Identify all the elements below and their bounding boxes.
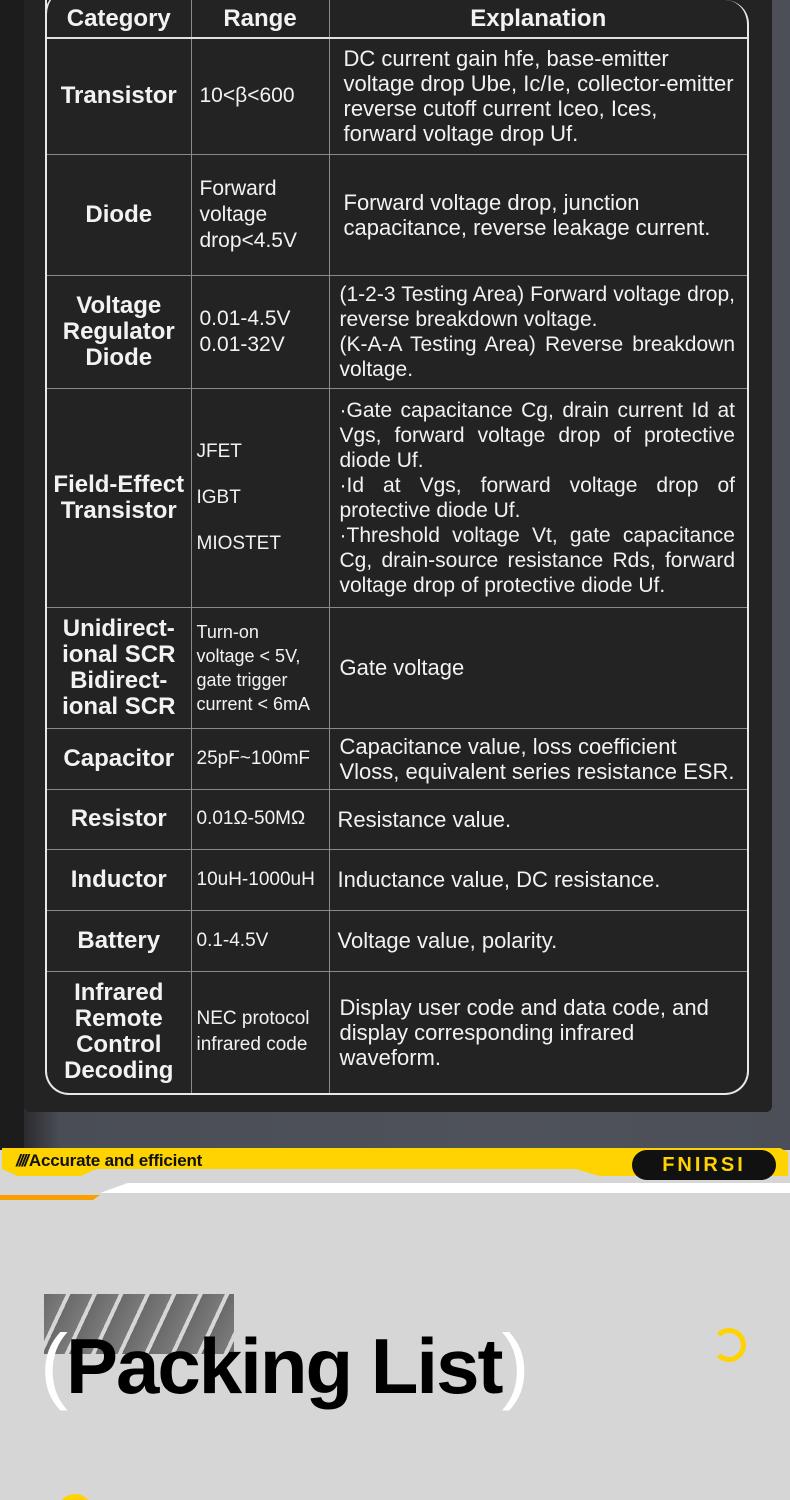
section-title [40, 1316, 527, 1413]
header-range: Range [191, 0, 329, 38]
range-line: MIOSTET [196, 532, 281, 554]
category-line: Infrared [74, 979, 164, 1007]
table-header-row [47, 0, 747, 38]
header-category: Category [47, 0, 191, 38]
explanation-cell: Display user code and data code, and display corresponding infrared waveform. [329, 971, 747, 1093]
range-cell: 10uH-1000uH [191, 849, 329, 910]
category-line: ional SCR [62, 692, 176, 720]
table-row [47, 910, 747, 971]
table-row [47, 388, 747, 607]
white-divider [100, 1183, 790, 1193]
range-cell: 0.1-4.5V [191, 910, 329, 971]
explanation-cell: Voltage value, polarity. [329, 910, 747, 971]
explanation-cell [329, 275, 747, 388]
spec-table-frame [45, 0, 749, 1095]
explanation-cell: Resistance value. [329, 789, 747, 849]
explanation-cell: DC current gain hfe, base-emitter voltage drop Ube, Ic/Ie, collector-emitter reverse cutoff current Iceo, Ices, forward voltage drop Uf. [329, 38, 747, 154]
table-row [47, 849, 747, 910]
category-cell [47, 971, 191, 1093]
ring-decoration-icon [712, 1328, 746, 1362]
explanation-line: ·Gate capacitance Cg, drain current Id at Vgs, forward voltage drop of protective diode Uf. [339, 398, 735, 472]
category-line: ional SCR [62, 640, 176, 668]
explanation-cell [329, 388, 747, 607]
range-line: infrared code [196, 1034, 308, 1056]
slash-decoration-icon: //// [16, 1151, 27, 1170]
range-cell: 25pF~100mF [191, 728, 329, 789]
range-line: 0.01-4.5V [199, 306, 291, 330]
range-line: JFET [196, 440, 242, 462]
range-cell: 0.01Ω-50MΩ [191, 789, 329, 849]
table-row [47, 728, 747, 789]
category-cell: Inductor [47, 849, 191, 910]
range-line: IGBT [196, 486, 241, 508]
explanation-line: ·Threshold voltage Vt, gate capacitance Cg, drain-source resistance Rds, forward voltage drop of protective diode Uf. [339, 523, 735, 597]
explanation-cell: Capacitance value, loss coefficient Vloss, equivalent series resistance ESR. [329, 728, 747, 789]
category-line: Remote [74, 1005, 163, 1033]
category-line: Unidirect- [62, 614, 175, 642]
range-line: NEC protocol [196, 1008, 310, 1030]
explanation-line: (K-A-A Testing Area) Reverse breakdown voltage. [339, 332, 735, 381]
table-row [47, 38, 747, 154]
range-cell [191, 388, 329, 607]
range-line: 0.01-32V [199, 332, 285, 356]
section-title-text: Packing List [65, 1322, 502, 1410]
category-cell [47, 607, 191, 728]
tagline [16, 1151, 202, 1171]
range-line: voltage < 5V, [196, 645, 301, 666]
range-line: current < 6mA [196, 693, 311, 714]
table-row [47, 607, 747, 728]
category-cell: Field-Effect Transistor [47, 388, 191, 607]
open-paren: ( [40, 1317, 66, 1411]
tagline-text: Accurate and efficient [28, 1151, 203, 1170]
spec-table [47, 0, 747, 1093]
range-cell [191, 275, 329, 388]
category-cell: Capacitor [47, 728, 191, 789]
range-cell: Forward voltage drop<4.5V [191, 154, 329, 275]
table-row [47, 154, 747, 275]
range-cell [191, 971, 329, 1093]
category-cell: Battery [47, 910, 191, 971]
table-row [47, 971, 747, 1093]
category-cell: Transistor [47, 38, 191, 154]
explanation-line: ·Id at Vgs, forward voltage drop of protective diode Uf. [339, 473, 735, 522]
close-paren: ) [501, 1317, 528, 1411]
category-cell: Diode [47, 154, 191, 275]
range-line: Turn-on [196, 621, 259, 642]
category-line: Control [76, 1031, 162, 1059]
range-cell [191, 607, 329, 728]
category-line: Decoding [64, 1057, 174, 1085]
range-cell: 10<β<600 [191, 38, 329, 154]
orange-accent-line [0, 1195, 100, 1200]
brand-logo: FNIRSI [632, 1150, 776, 1180]
category-line: Bidirect- [70, 666, 168, 694]
category-cell: Voltage Regulator Diode [47, 275, 191, 388]
table-row [47, 275, 747, 388]
header-explanation: Explanation [329, 0, 747, 38]
category-cell: Resistor [47, 789, 191, 849]
explanation-cell: Forward voltage drop, junction capacitance, reverse leakage current. [329, 154, 747, 275]
table-row [47, 789, 747, 849]
range-line: gate trigger [196, 669, 288, 690]
explanation-cell: Inductance value, DC resistance. [329, 849, 747, 910]
explanation-line: (1-2-3 Testing Area) Forward voltage drop, reverse breakdown voltage. [339, 282, 735, 331]
explanation-cell: Gate voltage [329, 607, 747, 728]
left-dark-strip [0, 0, 24, 1150]
